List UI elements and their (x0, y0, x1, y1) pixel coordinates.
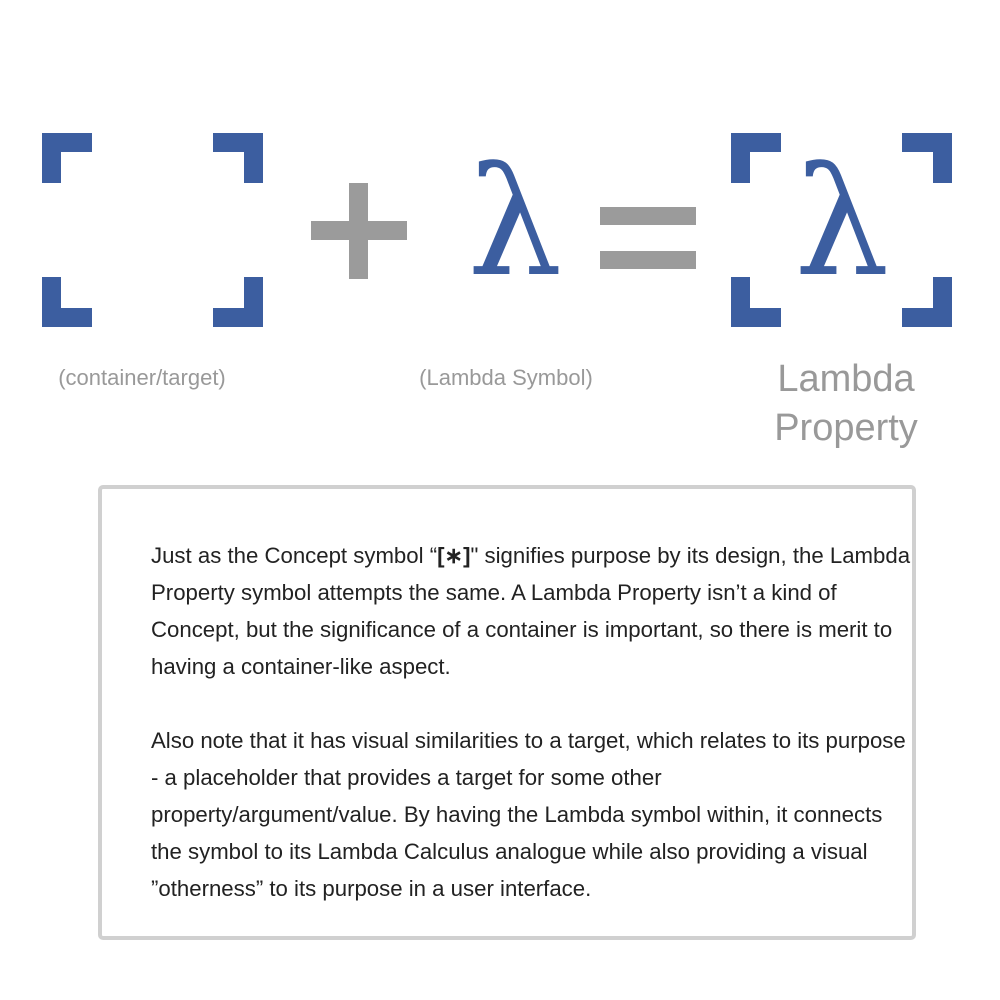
note-paragraph-2: Also note that it has visual similarities to a target, which relates to its purpose - a placeholder that provides a target for some other property/argument/value. By having the Lambda symbol within, it connects the symbol to its Lambda Calculus analogue while also providing a visual ”otherness” to its purpose in a user interface. (151, 728, 906, 901)
container-target-caption: (container/target) (58, 365, 226, 390)
concept-symbol-inline: [∗] (437, 543, 471, 568)
lambda-property-caption-line2: Property (774, 407, 918, 449)
equals-icon (600, 207, 696, 269)
note-paragraph-1 (151, 537, 911, 685)
lambda-property-caption-line1: Lambda (777, 358, 915, 400)
lambda-symbol-caption: (Lambda Symbol) (419, 365, 593, 390)
bracket-corner-bottom-right-icon (213, 277, 263, 327)
note-paragraph-1-end: " signifies purpose by its design, the Lambda Property symbol attempts the same. A Lambda Property isn’t a kind of Concept, but the significance of a container is important, so there is merit to having a container-like aspect. (151, 543, 911, 679)
result-lambda-icon: λ (794, 136, 890, 310)
note-paragraph-1-start: Just as the Concept symbol “ (151, 543, 438, 568)
bracket-corner-top-left-icon (42, 133, 92, 183)
bracket-corner-top-right-icon (213, 133, 263, 183)
plus-icon (311, 183, 407, 279)
bracket-corner-bottom-left-icon (42, 277, 92, 327)
lambda-symbol-icon: λ (467, 136, 563, 310)
lambda-property-caption (741, 355, 951, 453)
note-text (151, 537, 911, 907)
